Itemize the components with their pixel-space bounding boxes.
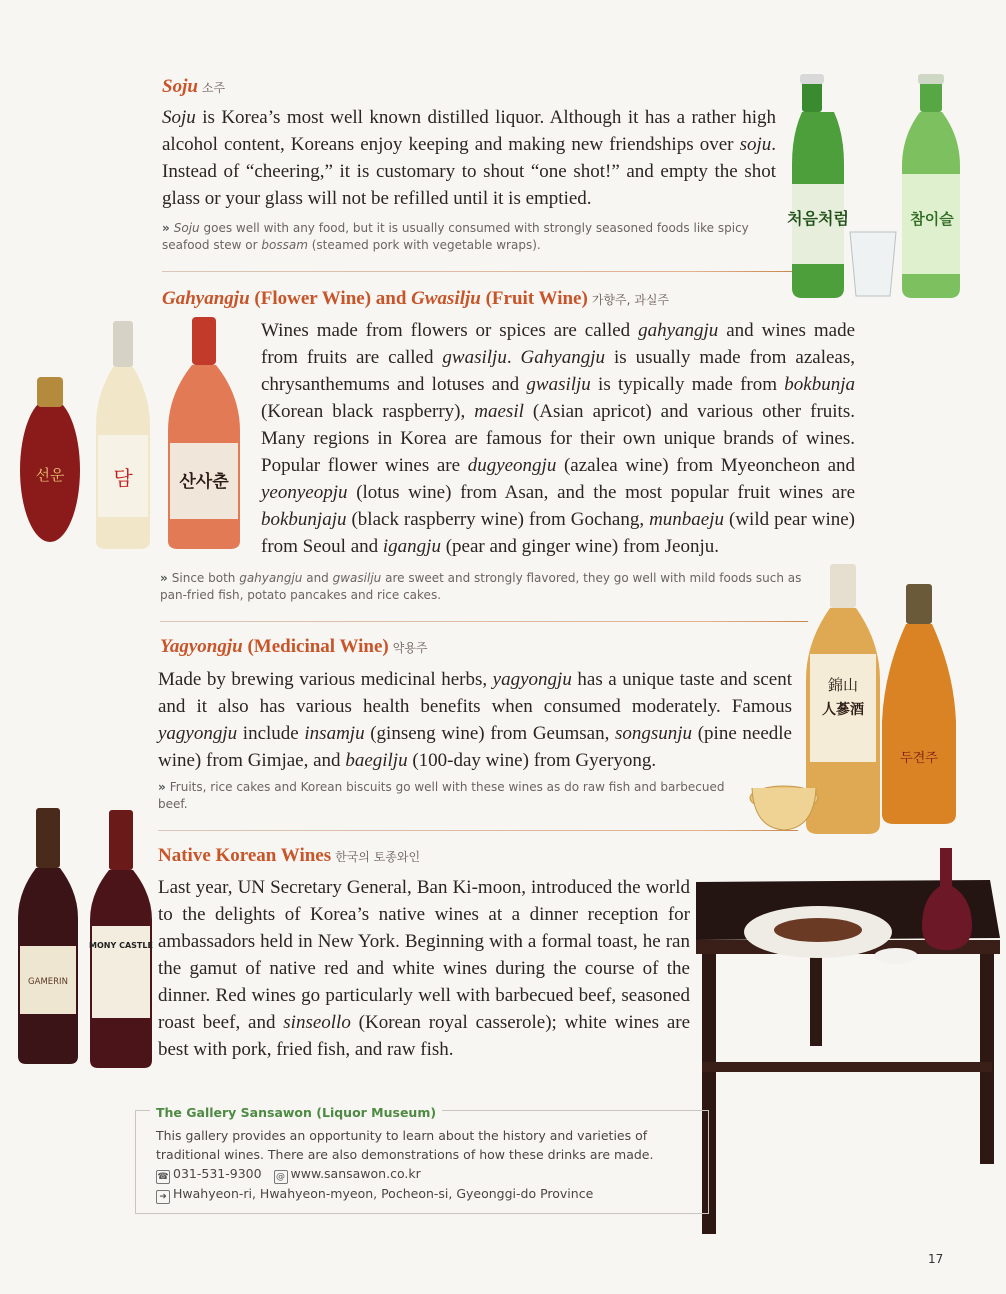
native-bottle-label-2: MONY CASTLE	[89, 941, 153, 950]
text-run: .	[506, 347, 521, 368]
gallery-address-line	[156, 1184, 696, 1204]
italic-term: gwasilju	[442, 347, 507, 368]
web-icon: @	[274, 1170, 288, 1184]
text-run: (wild pear wine) from Seoul and	[261, 509, 855, 557]
soju-korean: 소주	[201, 81, 226, 95]
native-bottle-label-1: GAMERIN	[28, 977, 68, 987]
text-run: goes well with any food, but it is usually consumed with strongly seasoned foods like spicy seafood stew or	[162, 221, 749, 252]
text-run: include	[237, 723, 305, 744]
yagyongju-paragraph	[158, 666, 792, 774]
gahyangju-korean: 가향주, 과실주	[591, 293, 670, 307]
text-run: . Instead of “cheering,” it is customary to shout “one shot!” and empty the shot glass or your glass will not be refilled until it is emptied.	[162, 134, 776, 209]
soju-title: Soju	[162, 76, 198, 97]
text-run: (Fruit Wine)	[480, 288, 588, 309]
text-run: (Korean royal casserole); white wines are best with pork, fried fish, and raw fish.	[158, 1012, 691, 1060]
yagyongju-title	[160, 636, 389, 657]
italic-term: gahyangju	[638, 320, 719, 341]
red-wine-bottles-image	[12, 806, 158, 1068]
gahyangju-bottle-label-2: 담	[113, 466, 133, 490]
italic-term: maesil	[474, 401, 524, 422]
italic-term: gwasilju	[526, 374, 591, 395]
gahyangju-bottle-label-1: 선운	[35, 466, 65, 484]
italic-term: sinseollo	[283, 1012, 351, 1033]
text-run: Made by brewing various medicinal herbs,	[158, 669, 493, 690]
medicinal-wine-bottles-image	[744, 562, 984, 838]
gallery-content	[156, 1126, 696, 1204]
gallery-contact	[156, 1164, 696, 1184]
yagyongju-bottle-label-2: 人蔘酒	[822, 702, 864, 718]
text-run: (pine needle wine) from Gimjae, and	[158, 723, 792, 771]
note-arrow-icon: »	[160, 571, 168, 585]
gahyangju-bottle-label-3: 산사춘	[179, 472, 229, 492]
soju-bottles-image	[786, 74, 986, 302]
italic-term: gahyangju	[239, 571, 303, 585]
italic-term: gwasilju	[332, 571, 382, 585]
text-run: (Asian apricot) and various other fruits. Many regions in Korea are famous for their own unique brands of wines. Popular flower wines are	[261, 401, 855, 476]
gallery-description: This gallery provides an opportunity to learn about the history and varieties of traditional wines. There are also demonstrations of how these drinks are made.	[156, 1128, 654, 1162]
text-run: (Korean black raspberry),	[261, 401, 475, 422]
italic-term: yagyongju	[492, 669, 572, 690]
text-run: (ginseng wine) from Geumsan,	[364, 723, 615, 744]
italic-term: baegilju	[345, 750, 408, 771]
italic-term: munbaeju	[649, 509, 725, 530]
gallery-website[interactable]: www.sansawon.co.kr	[290, 1166, 421, 1181]
address-arrow-icon: ➜	[156, 1190, 170, 1204]
soju-heading	[162, 76, 225, 98]
divider	[158, 830, 798, 831]
text-run: (pear and ginger wine) from Jeonju.	[440, 536, 720, 557]
text-run: (azalea wine) from Myeoncheon and	[556, 455, 856, 476]
gahyangju-paragraph	[261, 317, 855, 560]
text-run: and	[302, 571, 333, 585]
text-run: (Flower Wine) and	[249, 288, 412, 309]
soju-bottle-label-2: 참이슬	[910, 210, 954, 228]
soju-note-text	[162, 221, 749, 252]
note-arrow-icon: »	[158, 780, 166, 794]
gahyangju-heading	[162, 288, 669, 310]
soju-bottle-label-1: 처음처럼	[787, 209, 849, 228]
italic-term: Gwasilju	[411, 288, 481, 309]
text-run: is Korea’s most well known distilled liquor. Although it has a rather high alcohol content, Koreans enjoy keeping and making new friendships over	[162, 107, 776, 155]
text-run: (steamed pork with vegetable wraps).	[307, 238, 541, 252]
italic-term: yeonyeopju	[261, 482, 348, 503]
text-run: is usually made from azaleas, chrysanthemums and lotuses and	[261, 347, 855, 395]
yagyongju-korean: 약용주	[392, 641, 428, 655]
italic-term: Soju	[162, 107, 196, 128]
page-number: 17	[928, 1252, 944, 1266]
yagyongju-bottle-label-1: 錦山	[827, 676, 859, 694]
text-run: (Medicinal Wine)	[242, 636, 389, 657]
divider	[160, 621, 808, 622]
text-run: is typically made from	[590, 374, 785, 395]
yagyongju-note-text	[158, 780, 725, 811]
text-run: Since both	[171, 571, 240, 585]
yagyongju-note	[158, 779, 738, 813]
gahyangju-note	[160, 570, 820, 604]
italic-term: soju	[739, 134, 772, 155]
divider	[162, 271, 792, 272]
text-run: (lotus wine) from Asan, and the most popular fruit wines are	[347, 482, 855, 503]
italic-term: Gahyangju	[520, 347, 605, 368]
text-run: Wines made from flowers or spices are called	[261, 320, 639, 341]
gallery-title: The Gallery Sansawon (Liquor Museum)	[150, 1105, 442, 1120]
italic-term: insamju	[304, 723, 365, 744]
gallery-phone: 031-531-9300	[173, 1166, 262, 1181]
text-run: are sweet and strongly flavored, they go well with mild foods such as pan-fried fish, potato pancakes and rice cakes.	[160, 571, 802, 602]
italic-term: igangju	[382, 536, 441, 557]
soju-note	[162, 220, 778, 254]
native-wines-paragraph	[158, 874, 690, 1063]
italic-term: bossam	[261, 238, 308, 252]
note-arrow-icon: »	[162, 221, 170, 235]
phone-icon: ☎	[157, 1172, 169, 1182]
native-wines-title: Native Korean Wines	[158, 845, 332, 866]
gahyangju-note-text	[160, 571, 801, 602]
italic-term: Gahyangju	[162, 288, 250, 309]
soju-paragraph	[162, 104, 776, 212]
gallery-title-wrap	[150, 1102, 442, 1121]
italic-term: bokbunjaju	[261, 509, 347, 530]
italic-term: yagyongju	[158, 723, 238, 744]
table-with-food-image	[690, 842, 1006, 1244]
gahyangju-title	[162, 288, 588, 309]
italic-term: bokbunja	[784, 374, 855, 395]
text-run: has a unique taste and scent and it also has various health benefits when consumed moderately. Famous	[158, 669, 792, 717]
text-run: Last year, UN Secretary General, Ban Ki-moon, introduced the world to the delights of Korea’s native wines at a dinner reception for ambassadors held in New York. Beginning with a formal toast, he ran the gamut of native red and white wines during the course of the dinner. Red wines go particularly well with barbecued beef, seasoned roast beef, and	[158, 877, 690, 1033]
flower-fruit-wine-bottles-image	[10, 315, 255, 555]
native-wines-korean: 한국의 토종와인	[335, 850, 421, 864]
yagyongju-heading	[160, 636, 428, 658]
italic-term: Yagyongju	[160, 636, 243, 657]
text-run: (black raspberry wine) from Gochang,	[346, 509, 650, 530]
native-wines-heading	[158, 845, 420, 867]
gallery-address: Hwahyeon-ri, Hwahyeon-myeon, Pocheon-si, Gyeonggi-do Province	[173, 1186, 594, 1201]
text-run: (100-day wine) from Gyeryong.	[407, 750, 657, 771]
italic-term: songsunju	[614, 723, 693, 744]
text-run: and wines made from fruits are called	[261, 320, 856, 368]
italic-term: Soju	[173, 221, 200, 235]
text-run: Fruits, rice cakes and Korean biscuits go well with these wines as do raw fish and barbecued beef.	[158, 780, 725, 811]
yagyongju-bottle-label-3: 두견주	[900, 751, 938, 766]
italic-term: dugyeongju	[467, 455, 557, 476]
